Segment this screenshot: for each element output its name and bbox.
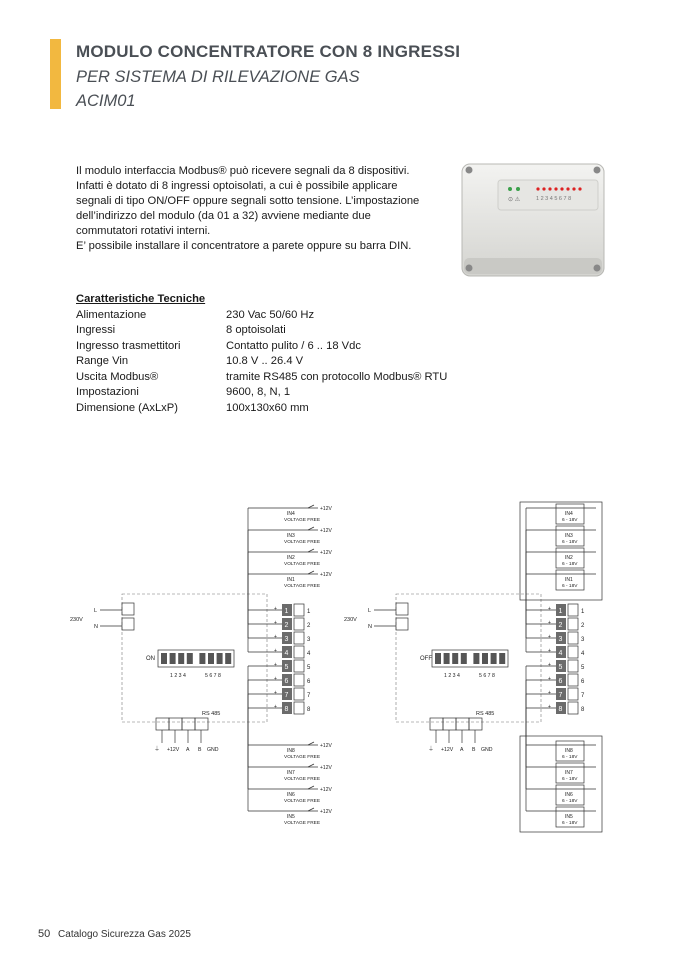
input-label: IN1 xyxy=(565,577,573,583)
terminal-label: B xyxy=(198,747,202,753)
l-label: L xyxy=(94,608,98,614)
description xyxy=(76,164,421,254)
dip-numbers: 1 2 3 4 xyxy=(170,673,186,679)
specs-heading: Caratteristiche Tecniche xyxy=(76,293,206,305)
specs-table xyxy=(76,308,447,417)
dip-switch-lever xyxy=(499,653,505,664)
input-label: IN6 xyxy=(565,792,573,798)
polarity-label: + xyxy=(548,662,551,668)
terminal-number: 2 xyxy=(558,622,563,629)
dip-switch-lever xyxy=(178,653,184,664)
polarity-label: + xyxy=(548,634,551,640)
dip-switch-lever xyxy=(199,653,205,664)
terminal-label: A xyxy=(186,747,190,753)
input-label: IN7 xyxy=(565,770,573,776)
spec-row xyxy=(76,370,447,386)
terminal-number: 3 xyxy=(284,636,289,643)
input-label: IN5 xyxy=(287,814,295,820)
terminal-label: +12V xyxy=(167,747,180,753)
supply-label: +12V xyxy=(320,765,332,771)
supply-terminal xyxy=(396,618,408,630)
dip-switch-lever xyxy=(208,653,214,664)
status-led-icon xyxy=(516,187,520,191)
terminal-number: 5 xyxy=(558,664,563,671)
terminal-number: 6 xyxy=(558,678,563,685)
terminal-number: 8 xyxy=(284,706,289,713)
supply-voltage-label: 230V xyxy=(344,617,357,623)
input-type-label: VOLTAGE FREE xyxy=(284,799,321,804)
enclosure-outline xyxy=(122,594,267,722)
terminal-block xyxy=(568,618,578,630)
input-label: IN1 xyxy=(287,577,295,583)
rs485-terminal xyxy=(169,718,182,730)
spec-label: Ingresso trasmettitori xyxy=(76,339,181,352)
dip-switch-lever xyxy=(225,653,231,664)
spec-label: Ingressi xyxy=(76,324,116,336)
supply-label: +12V xyxy=(320,809,332,815)
input-frame xyxy=(520,502,602,600)
page-title: MODULO CONCENTRATORE CON 8 INGRESSI xyxy=(76,42,461,61)
spec-row xyxy=(76,323,447,339)
supply-terminal xyxy=(122,618,134,630)
terminal-number: 2 xyxy=(307,623,311,629)
supply-label: +12V xyxy=(320,528,332,534)
dip-numbers: 5 6 7 8 xyxy=(205,673,221,679)
terminal-number: 3 xyxy=(581,637,585,643)
screw-icon xyxy=(594,265,601,272)
terminal-number: 4 xyxy=(307,651,311,657)
n-label: N xyxy=(368,624,372,630)
terminal-block xyxy=(568,702,578,714)
terminal-number: 2 xyxy=(284,622,289,629)
terminal-block xyxy=(294,632,304,644)
terminal-label: GND xyxy=(481,747,493,753)
product-code: ACIM01 xyxy=(76,92,136,110)
rs485-terminal xyxy=(443,718,456,730)
terminal-block xyxy=(568,674,578,686)
screw-icon xyxy=(594,167,601,174)
spec-row xyxy=(76,308,447,324)
input-label: IN2 xyxy=(287,555,295,561)
input-type-label: VOLTAGE FREE xyxy=(284,540,321,545)
dip-switch-lever xyxy=(170,653,176,664)
screw-icon xyxy=(466,265,473,272)
spec-label: Range Vin xyxy=(76,355,129,367)
terminal-block xyxy=(568,604,578,616)
input-label: IN6 xyxy=(287,792,295,798)
supply-label: +12V xyxy=(320,572,332,578)
terminal-label: B xyxy=(472,747,476,753)
terminal-number: 5 xyxy=(307,665,311,671)
ground-icon: ⏚ xyxy=(154,747,161,753)
spec-value: tramite RS485 con protocollo Modbus® RTU xyxy=(226,370,448,383)
polarity-label: + xyxy=(548,704,551,710)
terminal-block xyxy=(294,604,304,616)
polarity-label: + xyxy=(548,648,551,654)
wiring-diagram xyxy=(70,500,605,835)
description-line: commutatori rotativi interni. xyxy=(76,225,211,237)
dip-switch-lever xyxy=(187,653,193,664)
dip-switch-lever xyxy=(217,653,223,664)
spec-label: Uscita Modbus® xyxy=(76,370,159,383)
input-label: IN4 xyxy=(565,511,573,517)
rs485-terminal xyxy=(456,718,469,730)
terminal-block xyxy=(294,688,304,700)
terminal-number: 1 xyxy=(558,608,563,615)
terminal-number: 7 xyxy=(581,693,585,699)
terminal-number: 4 xyxy=(284,650,289,657)
terminal-number: 2 xyxy=(581,623,585,629)
terminal-label: GND xyxy=(207,747,219,753)
polarity-label: + xyxy=(548,676,551,682)
terminal-block xyxy=(568,660,578,672)
supply-voltage-label: 230V xyxy=(70,617,83,623)
input-type-label: 6 - 18V xyxy=(562,755,578,760)
terminal-label: A xyxy=(460,747,464,753)
terminal-number: 1 xyxy=(284,608,289,615)
dip-switch-lever xyxy=(461,653,467,664)
input-label: IN8 xyxy=(565,748,573,754)
supply-label: +12V xyxy=(320,550,332,556)
terminal-block xyxy=(568,646,578,658)
product-image xyxy=(458,162,608,280)
page-subtitle: PER SISTEMA DI RILEVAZIONE GAS xyxy=(76,68,360,86)
terminal-block xyxy=(294,646,304,658)
description-line: segnali di tipo ON/OFF oppure segnali sotto tensione. L’impostazione xyxy=(76,195,420,207)
accent-bar xyxy=(50,39,61,109)
dip-switch-lever xyxy=(435,653,441,664)
supply-label: +12V xyxy=(320,743,332,749)
terminal-number: 7 xyxy=(307,693,311,699)
polarity-label: + xyxy=(274,620,277,626)
dip-switch-lever xyxy=(491,653,497,664)
spec-value: 100x130x60 mm xyxy=(226,401,309,414)
spec-row xyxy=(76,401,447,417)
terminal-number: 7 xyxy=(284,692,289,699)
switch-contact-icon xyxy=(308,527,314,530)
terminal-number: 4 xyxy=(558,650,563,657)
input-type-label: 6 - 18V xyxy=(562,540,578,545)
terminal-number: 6 xyxy=(307,679,311,685)
led-numbers: 1 2 3 4 5 6 7 8 xyxy=(536,196,572,202)
rs485-terminal xyxy=(469,718,482,730)
dip-numbers: 1 2 3 4 xyxy=(444,673,460,679)
input-type-label: VOLTAGE FREE xyxy=(284,562,321,567)
power-symbol-icon: ⊙ ⚠ xyxy=(508,197,521,203)
input-type-label: VOLTAGE FREE xyxy=(284,821,321,826)
input-type-label: 6 - 18V xyxy=(562,777,578,782)
spec-row xyxy=(76,339,447,355)
input-type-label: 6 - 18V xyxy=(562,518,578,523)
dip-switch-lever xyxy=(444,653,450,664)
terminal-number: 5 xyxy=(284,664,289,671)
power-led-icon xyxy=(508,187,512,191)
terminal-block xyxy=(294,702,304,714)
spec-label: Alimentazione xyxy=(76,308,147,321)
spec-value: 9600, 8, N, 1 xyxy=(226,386,291,398)
polarity-label: + xyxy=(548,620,551,626)
switch-contact-icon xyxy=(308,505,314,508)
input-type-label: 6 - 18V xyxy=(562,584,578,589)
dip-switch-label: ON xyxy=(146,656,155,662)
polarity-label: + xyxy=(274,704,277,710)
supply-terminal xyxy=(396,603,408,615)
input-label: IN2 xyxy=(565,555,573,561)
input-type-label: 6 - 18V xyxy=(562,799,578,804)
rs485-terminal xyxy=(156,718,169,730)
footer xyxy=(38,928,191,940)
input-label: IN4 xyxy=(287,511,295,517)
ground-icon: ⏚ xyxy=(428,747,435,753)
polarity-label: + xyxy=(274,690,277,696)
supply-label: +12V xyxy=(320,787,332,793)
input-type-label: VOLTAGE FREE xyxy=(284,584,321,589)
terminal-block xyxy=(294,674,304,686)
screw-icon xyxy=(466,167,473,174)
terminal-number: 7 xyxy=(558,692,563,699)
switch-contact-icon xyxy=(308,808,314,811)
input-type-label: 6 - 18V xyxy=(562,562,578,567)
n-label: N xyxy=(94,624,98,630)
switch-contact-icon xyxy=(308,742,314,745)
supply-terminal xyxy=(122,603,134,615)
input-label: IN7 xyxy=(287,770,295,776)
input-label: IN3 xyxy=(287,533,295,539)
spec-row xyxy=(76,354,447,370)
polarity-label: + xyxy=(274,676,277,682)
spec-value: Contatto pulito / 6 .. 18 Vdc xyxy=(226,339,361,352)
terminal-block xyxy=(568,632,578,644)
dip-switch-lever xyxy=(482,653,488,664)
terminal-number: 3 xyxy=(558,636,563,643)
supply-label: +12V xyxy=(320,506,332,512)
rs485-label: RS 485 xyxy=(202,711,221,717)
description-line: Il modulo interfaccia Modbus® può ricevere segnali da 8 dispositivi. xyxy=(76,165,410,177)
catalog-name: Catalogo Sicurezza Gas 2025 xyxy=(58,929,191,940)
input-frame xyxy=(520,736,602,832)
enclosure-outline xyxy=(396,594,541,722)
terminal-number: 8 xyxy=(307,707,311,713)
l-label: L xyxy=(368,608,372,614)
terminal-number: 1 xyxy=(581,609,585,615)
input-type-label: VOLTAGE FREE xyxy=(284,777,321,782)
rs485-label: RS 485 xyxy=(476,711,495,717)
terminal-number: 3 xyxy=(307,637,311,643)
rs485-terminal xyxy=(430,718,443,730)
spec-value: 10.8 V .. 26.4 V xyxy=(226,355,304,367)
polarity-label: + xyxy=(274,648,277,654)
dip-switch-label: OFF xyxy=(420,656,432,662)
switch-contact-icon xyxy=(308,786,314,789)
input-label: IN3 xyxy=(565,533,573,539)
dip-switch-lever xyxy=(452,653,458,664)
terminal-block xyxy=(568,688,578,700)
rs485-terminal xyxy=(195,718,208,730)
input-type-label: VOLTAGE FREE xyxy=(284,518,321,523)
switch-contact-icon xyxy=(308,549,314,552)
terminal-block xyxy=(294,660,304,672)
polarity-label: + xyxy=(548,606,551,612)
spec-value: 8 optoisolati xyxy=(226,324,286,336)
polarity-label: + xyxy=(274,662,277,668)
terminal-number: 4 xyxy=(581,651,585,657)
page-number: 50 xyxy=(38,928,51,940)
rs485-terminal xyxy=(182,718,195,730)
switch-contact-icon xyxy=(308,764,314,767)
terminal-number: 6 xyxy=(581,679,585,685)
input-type-label: 6 - 18V xyxy=(562,821,578,826)
dip-switch-lever xyxy=(161,653,167,664)
description-line: dell’indirizzo del modulo (da 01 a 32) avviene mediante due xyxy=(76,210,371,222)
terminal-number: 6 xyxy=(284,678,289,685)
input-label: IN5 xyxy=(565,814,573,820)
spec-value: 230 Vac 50/60 Hz xyxy=(226,308,315,321)
terminal-number: 5 xyxy=(581,665,585,671)
input-label: IN8 xyxy=(287,748,295,754)
terminal-number: 1 xyxy=(307,609,311,615)
spec-row xyxy=(76,385,447,401)
polarity-label: + xyxy=(548,690,551,696)
polarity-label: + xyxy=(274,634,277,640)
specs xyxy=(76,292,447,416)
terminal-number: 8 xyxy=(558,706,563,713)
terminal-number: 8 xyxy=(581,707,585,713)
terminal-block xyxy=(294,618,304,630)
dip-switch-lever xyxy=(473,653,479,664)
description-line: Infatti è dotato di 8 ingressi optoisolati, a cui è possibile applicare xyxy=(76,180,398,192)
spec-label: Impostazioni xyxy=(76,386,139,398)
input-type-label: VOLTAGE FREE xyxy=(284,755,321,760)
dip-numbers: 5 6 7 8 xyxy=(479,673,495,679)
switch-contact-icon xyxy=(308,571,314,574)
polarity-label: + xyxy=(274,606,277,612)
spec-label: Dimensione (AxLxP) xyxy=(76,401,178,414)
terminal-label: +12V xyxy=(441,747,454,753)
description-line: E’ possibile installare il concentratore a parete oppure su barra DIN. xyxy=(76,240,412,252)
